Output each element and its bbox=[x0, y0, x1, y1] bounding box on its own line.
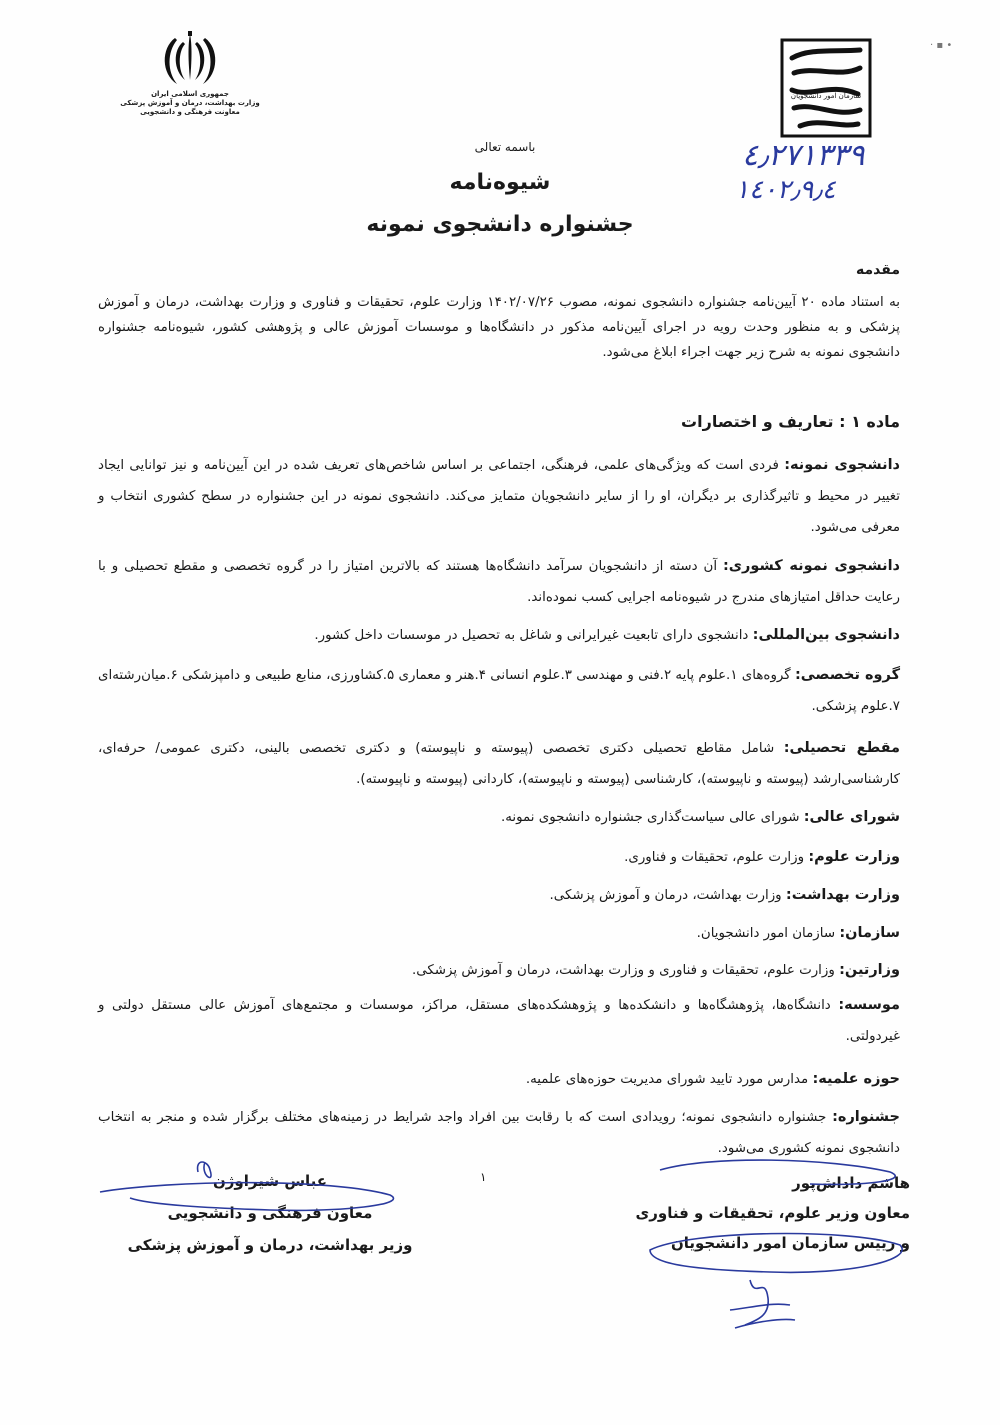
emblem-line-1: جمهوری اسلامی ایران bbox=[151, 90, 229, 98]
signatory-name: هاشم داداش‌پور bbox=[792, 1174, 910, 1192]
definition-text: آن دسته از دانشجویان سرآمد دانشگاه‌ها هستند که بالاترین امتیاز را در گروه تخصصی و مقطع تحصیلی و با رعایت حداقل امتیازهای مندرج در شیوه‌نامه اجرایی کسب نموده‌اند. bbox=[98, 559, 900, 605]
definition-text: سازمان امور دانشجویان. bbox=[696, 926, 836, 941]
definition-term: وزارت علوم: bbox=[808, 849, 900, 865]
signatory-title: معاون فرهنگی و دانشجویی bbox=[167, 1204, 373, 1222]
handwritten-number: ٤٫٢٧١٣٣٩ bbox=[742, 138, 865, 173]
definition-item bbox=[98, 620, 900, 651]
definition-item bbox=[98, 918, 900, 949]
page-number: ۱ bbox=[480, 1170, 487, 1184]
definition-item bbox=[98, 802, 900, 833]
signatory-title: معاون وزیر علوم، تحقیقات و فناوری bbox=[635, 1204, 910, 1222]
definition-item bbox=[98, 990, 900, 1052]
article-1-heading: ماده ۱ : تعاریف و اختصارات bbox=[681, 412, 900, 431]
org-logo-text: سازمان امور دانشجویان bbox=[790, 92, 862, 100]
emblem-icon bbox=[155, 30, 225, 90]
definition-text: دانشگاه‌ها، پژوهشگاه‌ها و دانشکده‌ها و پژوهشکده‌های مستقل، مراکز، موسسات و مجتمع‌های آموزش عالی مستقل دولتی و غیردولتی. bbox=[98, 998, 900, 1044]
document-title: شیوه‌نامه bbox=[449, 170, 551, 195]
definition-text: جشنواره دانشجوی نمونه؛ رویدادی است که با رقابت بین افراد واجد شرایط در زمینه‌های مختلف برگزار شده و منجر به انتخاب دانشجوی نمونه کشوری می‌شود. bbox=[98, 1110, 900, 1156]
definition-item bbox=[98, 1064, 900, 1095]
definition-text: گروه‌های ۱.علوم پایه ۲.فنی و مهندسی ۳.علوم انسانی ۴.هنر و معماری ۵.کشاورزی، منابع طبیعی و دامپزشکی ۶.میان‌رشته‌ای ۷.علوم پزشکی. bbox=[98, 668, 900, 714]
definition-term: دانشجوی نمونه: bbox=[784, 457, 900, 473]
document-subtitle: جشنواره دانشجوی نمونه bbox=[366, 212, 634, 237]
definition-item bbox=[98, 450, 900, 543]
signatory-title: و رییس سازمان امور دانشجویان bbox=[670, 1234, 910, 1252]
definition-term: وزارتین: bbox=[839, 962, 900, 978]
emblem-line-2: وزارت بهداشت، درمان و آموزش پزشکی bbox=[120, 99, 260, 107]
definition-item bbox=[98, 551, 900, 613]
definition-term: وزارت بهداشت: bbox=[785, 887, 900, 903]
definition-item bbox=[98, 880, 900, 911]
intro-heading: مقدمه bbox=[856, 262, 900, 278]
definition-text: وزارت علوم، تحقیقات و فناوری و وزارت بهداشت، درمان و آموزش پزشکی. bbox=[412, 963, 835, 978]
definition-text: وزارت علوم، تحقیقات و فناوری. bbox=[624, 850, 805, 865]
intro-paragraph: به استناد ماده ۲۰ آیین‌نامه جشنواره دانشجوی نمونه، مصوب ۱۴۰۲/۰۷/۲۶ وزارت علوم، تحقیقات و فناوری و وزارت بهداشت، درمان و آموزش پزشکی و به منظور وحدت رویه در اجرای آیین‌نامه مذکور در دانشگاه‌ها و موسسات آموزش عالی و پژوهشی کشور، شیوه‌نامه جشنواره دانشجوی نمونه به شرح زیر جهت اجراء ابلاغ می‌شود. bbox=[98, 295, 900, 360]
definition-term: حوزه علمیه: bbox=[812, 1071, 900, 1087]
handwritten-date: ١٤٠٢٫٩٫٤ bbox=[735, 175, 836, 205]
signature-block-right bbox=[630, 1168, 910, 1258]
definition-term: دانشجوی نمونه کشوری: bbox=[722, 558, 900, 574]
definition-item bbox=[98, 955, 900, 986]
definition-item bbox=[98, 660, 900, 722]
definition-text: شورای عالی سیاست‌گذاری جشنواره دانشجوی نمونه. bbox=[500, 810, 800, 825]
corner-marks: • ▪ · bbox=[930, 40, 953, 51]
definition-term: مقطع تحصیلی: bbox=[783, 740, 901, 756]
definition-text: مدارس مورد تایید شورای مدیریت حوزه‌های علمیه. bbox=[525, 1072, 809, 1087]
definition-term: دانشجوی بین‌المللی: bbox=[752, 627, 900, 643]
definition-text: فردی است که ویژگی‌های علمی، فرهنگی، اجتماعی بر اساس شاخص‌های تعریف شده در این آیین‌نامه و نیز توانایی ایجاد تغییر در محیط و تاثیرگذاری بر دیگران، او را از سایر دانشجویان متمایز می‌کند. دانشجوی نمونه در این جشنواره در سطح کشوری انتخاب و معرفی می‌شود. bbox=[98, 458, 900, 535]
definition-text: شامل مقاطع تحصیلی دکتری تخصصی (پیوسته و ناپیوسته) و دکتری تخصصی بالینی، دکتری عمومی/ حرفه‌ای، کارشناسی‌ارشد (پیوسته و ناپیوسته)، کارشناسی (پیوسته و ناپیوسته)، کاردانی (پیوسته و ناپیوسته). bbox=[98, 741, 900, 787]
signatory-title: وزیر بهداشت، درمان و آموزش پزشکی bbox=[127, 1236, 413, 1254]
signatory-name: عباس شیراوژن bbox=[212, 1172, 328, 1190]
definition-term: گروه تخصصی: bbox=[794, 667, 901, 683]
student-affairs-logo bbox=[780, 38, 872, 138]
definition-item bbox=[98, 733, 900, 795]
definition-term: سازمان: bbox=[839, 925, 900, 941]
definition-term: جشنواره: bbox=[832, 1109, 900, 1125]
emblem-line-3: معاونت فرهنگی و دانشجویی bbox=[140, 108, 240, 116]
definition-item bbox=[98, 1102, 900, 1164]
signature-block-left bbox=[120, 1165, 420, 1261]
definition-term: شورای عالی: bbox=[803, 809, 900, 825]
definition-item bbox=[98, 842, 900, 873]
definition-term: موسسه: bbox=[838, 997, 900, 1013]
bismillah: باسمه تعالی bbox=[474, 140, 536, 154]
definition-text: وزارت بهداشت، درمان و آموزش پزشکی. bbox=[549, 888, 782, 903]
iran-emblem bbox=[120, 30, 260, 117]
definition-text: دانشجوی دارای تابعیت غیرایرانی و شاغل به تحصیل در موسسات داخل کشور. bbox=[314, 628, 749, 643]
